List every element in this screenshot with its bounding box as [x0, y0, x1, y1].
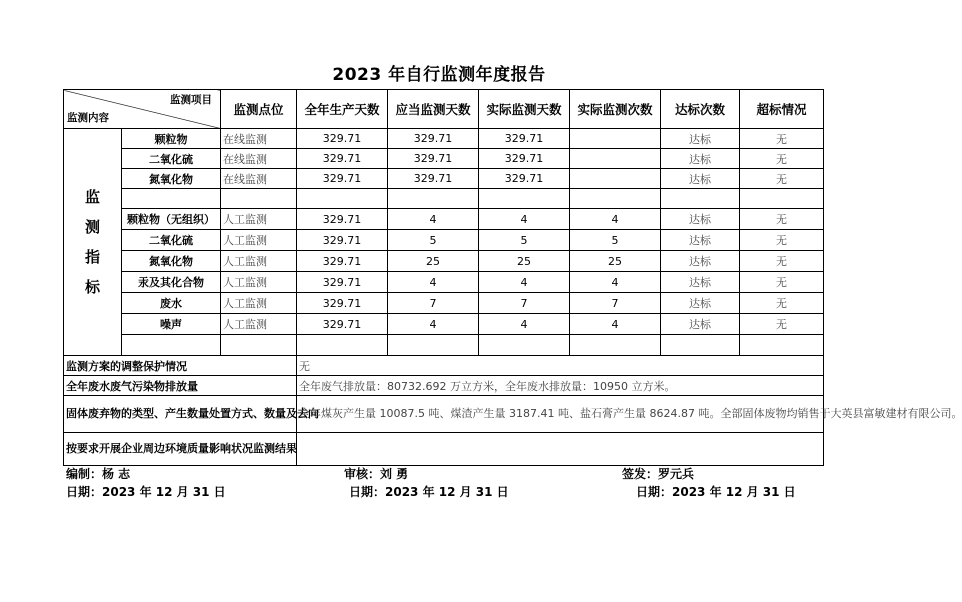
empty-cell	[221, 189, 297, 209]
env-impact-value	[297, 433, 824, 466]
actual-times-cell	[570, 129, 661, 149]
compliance-cell: 达标	[661, 251, 740, 272]
exceed-cell: 无	[740, 230, 824, 251]
empty-cell	[479, 189, 570, 209]
exceed-cell: 无	[740, 209, 824, 230]
empty-cell	[570, 189, 661, 209]
col-header-exceed: 超标情况	[740, 90, 824, 129]
point-cell: 人工监测	[221, 293, 297, 314]
actual-times-cell	[570, 149, 661, 169]
production-days-cell: 329.71	[297, 251, 388, 272]
exceed-cell: 无	[740, 251, 824, 272]
emission-value: 全年废气排放量：80732.692 万立方米，全年废水排放量：10950 立方米。	[297, 376, 824, 396]
production-days-cell: 329.71	[297, 314, 388, 335]
col-header-required-days: 应当监测天数	[388, 90, 479, 129]
empty-cell	[570, 335, 661, 356]
required-days-cell: 329.71	[388, 149, 479, 169]
point-cell: 在线监测	[221, 129, 297, 149]
exceed-cell: 无	[740, 129, 824, 149]
table-row	[64, 272, 824, 293]
actual-days-cell: 5	[479, 230, 570, 251]
compliance-cell: 达标	[661, 129, 740, 149]
side-label-cell	[64, 129, 122, 356]
exceed-cell: 无	[740, 169, 824, 189]
compliance-cell: 达标	[661, 293, 740, 314]
point-cell: 人工监测	[221, 209, 297, 230]
exceed-cell: 无	[740, 314, 824, 335]
emission-row	[64, 376, 824, 396]
header-row	[64, 90, 824, 129]
pollutant-name: 噪声	[122, 314, 221, 335]
production-days-cell: 329.71	[297, 209, 388, 230]
empty-cell	[388, 335, 479, 356]
col-header-actual-days: 实际监测天数	[479, 90, 570, 129]
empty-cell	[122, 189, 221, 209]
actual-days-cell: 329.71	[479, 169, 570, 189]
production-days-cell: 329.71	[297, 230, 388, 251]
blank-row	[64, 335, 824, 356]
point-cell: 人工监测	[221, 314, 297, 335]
required-days-cell: 7	[388, 293, 479, 314]
empty-cell	[221, 335, 297, 356]
col-header-production-days: 全年生产天数	[297, 90, 388, 129]
point-cell: 人工监测	[221, 272, 297, 293]
plan-adjust-row	[64, 356, 824, 376]
empty-cell	[740, 335, 824, 356]
pollutant-name: 汞及其化合物	[122, 272, 221, 293]
issued-date: 日期：2023 年 12 月 31 日	[636, 485, 796, 499]
issued-by: 签发：罗元兵	[622, 467, 695, 481]
actual-times-cell: 4	[570, 272, 661, 293]
compiled-by: 编制：杨 志	[66, 467, 131, 481]
empty-cell	[122, 335, 221, 356]
exceed-cell: 无	[740, 272, 824, 293]
diag-bottom-label: 监测内容	[67, 112, 109, 124]
col-header-point: 监测点位	[221, 90, 297, 129]
production-days-cell: 329.71	[297, 149, 388, 169]
empty-cell	[479, 335, 570, 356]
table-row	[64, 209, 824, 230]
table-row	[64, 129, 824, 149]
required-days-cell: 4	[388, 209, 479, 230]
empty-cell	[297, 335, 388, 356]
reviewed-by: 审核：刘 勇	[344, 467, 409, 481]
compliance-cell: 达标	[661, 169, 740, 189]
actual-days-cell: 25	[479, 251, 570, 272]
solid-waste-row	[64, 396, 824, 433]
actual-times-cell: 25	[570, 251, 661, 272]
table-row	[64, 230, 824, 251]
side-label-char: 标	[84, 278, 100, 296]
table-row	[64, 149, 824, 169]
empty-cell	[661, 189, 740, 209]
pollutant-name: 废水	[122, 293, 221, 314]
actual-times-cell: 4	[570, 209, 661, 230]
compliance-cell: 达标	[661, 314, 740, 335]
side-label-char: 测	[84, 218, 100, 236]
env-impact-label: 按要求开展企业周边环境质量影响状况监测结果	[64, 433, 297, 466]
production-days-cell: 329.71	[297, 129, 388, 149]
actual-days-cell: 4	[479, 272, 570, 293]
side-label-char: 指	[84, 248, 100, 266]
actual-days-cell: 329.71	[479, 149, 570, 169]
required-days-cell: 4	[388, 272, 479, 293]
pollutant-name: 二氧化硫	[122, 149, 221, 169]
point-cell: 在线监测	[221, 169, 297, 189]
actual-days-cell: 7	[479, 293, 570, 314]
empty-cell	[388, 189, 479, 209]
col-header-actual-times: 实际监测次数	[570, 90, 661, 129]
production-days-cell: 329.71	[297, 293, 388, 314]
pollutant-name: 颗粒物	[122, 129, 221, 149]
empty-cell	[740, 189, 824, 209]
report-title: 2023 年自行监测年度报告	[332, 65, 546, 85]
reviewed-date: 日期：2023 年 12 月 31 日	[349, 485, 509, 499]
actual-times-cell: 5	[570, 230, 661, 251]
table-row	[64, 293, 824, 314]
pollutant-name: 氮氧化物	[122, 251, 221, 272]
solid-waste-value: 全年煤灰产生量 10087.5 吨、煤渣产生量 3187.41 吨、盐石膏产生量 8624.87 吨。全部固体废物均销售于大英县富敏建材有限公司。	[297, 396, 824, 433]
emission-label: 全年废水废气污染物排放量	[64, 376, 297, 396]
compiled-date: 日期：2023 年 12 月 31 日	[66, 485, 226, 499]
actual-times-cell: 7	[570, 293, 661, 314]
diagonal-header-cell	[64, 90, 221, 129]
actual-days-cell: 329.71	[479, 129, 570, 149]
required-days-cell: 25	[388, 251, 479, 272]
exceed-cell: 无	[740, 149, 824, 169]
required-days-cell: 329.71	[388, 129, 479, 149]
blank-row	[64, 189, 824, 209]
pollutant-name: 二氧化硫	[122, 230, 221, 251]
exceed-cell: 无	[740, 293, 824, 314]
plan-adjust-label: 监测方案的调整保护情况	[64, 356, 297, 376]
point-cell: 人工监测	[221, 251, 297, 272]
point-cell: 在线监测	[221, 149, 297, 169]
empty-cell	[661, 335, 740, 356]
production-days-cell: 329.71	[297, 272, 388, 293]
empty-cell	[297, 189, 388, 209]
compliance-cell: 达标	[661, 209, 740, 230]
required-days-cell: 5	[388, 230, 479, 251]
side-label-char: 监	[84, 188, 100, 206]
table-row	[64, 169, 824, 189]
solid-waste-label: 固体废弃物的类型、产生数量处置方式、数量及去向	[64, 396, 297, 433]
table-row	[64, 251, 824, 272]
compliance-cell: 达标	[661, 230, 740, 251]
pollutant-name: 颗粒物（无组织）	[122, 209, 221, 230]
env-impact-row	[64, 433, 824, 466]
pollutant-name: 氮氧化物	[122, 169, 221, 189]
diag-top-label: 监测项目	[170, 94, 212, 106]
actual-days-cell: 4	[479, 314, 570, 335]
required-days-cell: 4	[388, 314, 479, 335]
production-days-cell: 329.71	[297, 169, 388, 189]
compliance-cell: 达标	[661, 272, 740, 293]
table-row	[64, 314, 824, 335]
compliance-cell: 达标	[661, 149, 740, 169]
actual-days-cell: 4	[479, 209, 570, 230]
col-header-compliance: 达标次数	[661, 90, 740, 129]
plan-adjust-value: 无	[297, 356, 824, 376]
required-days-cell: 329.71	[388, 169, 479, 189]
actual-times-cell	[570, 169, 661, 189]
point-cell: 人工监测	[221, 230, 297, 251]
actual-times-cell: 4	[570, 314, 661, 335]
monitoring-report-table	[63, 89, 962, 466]
